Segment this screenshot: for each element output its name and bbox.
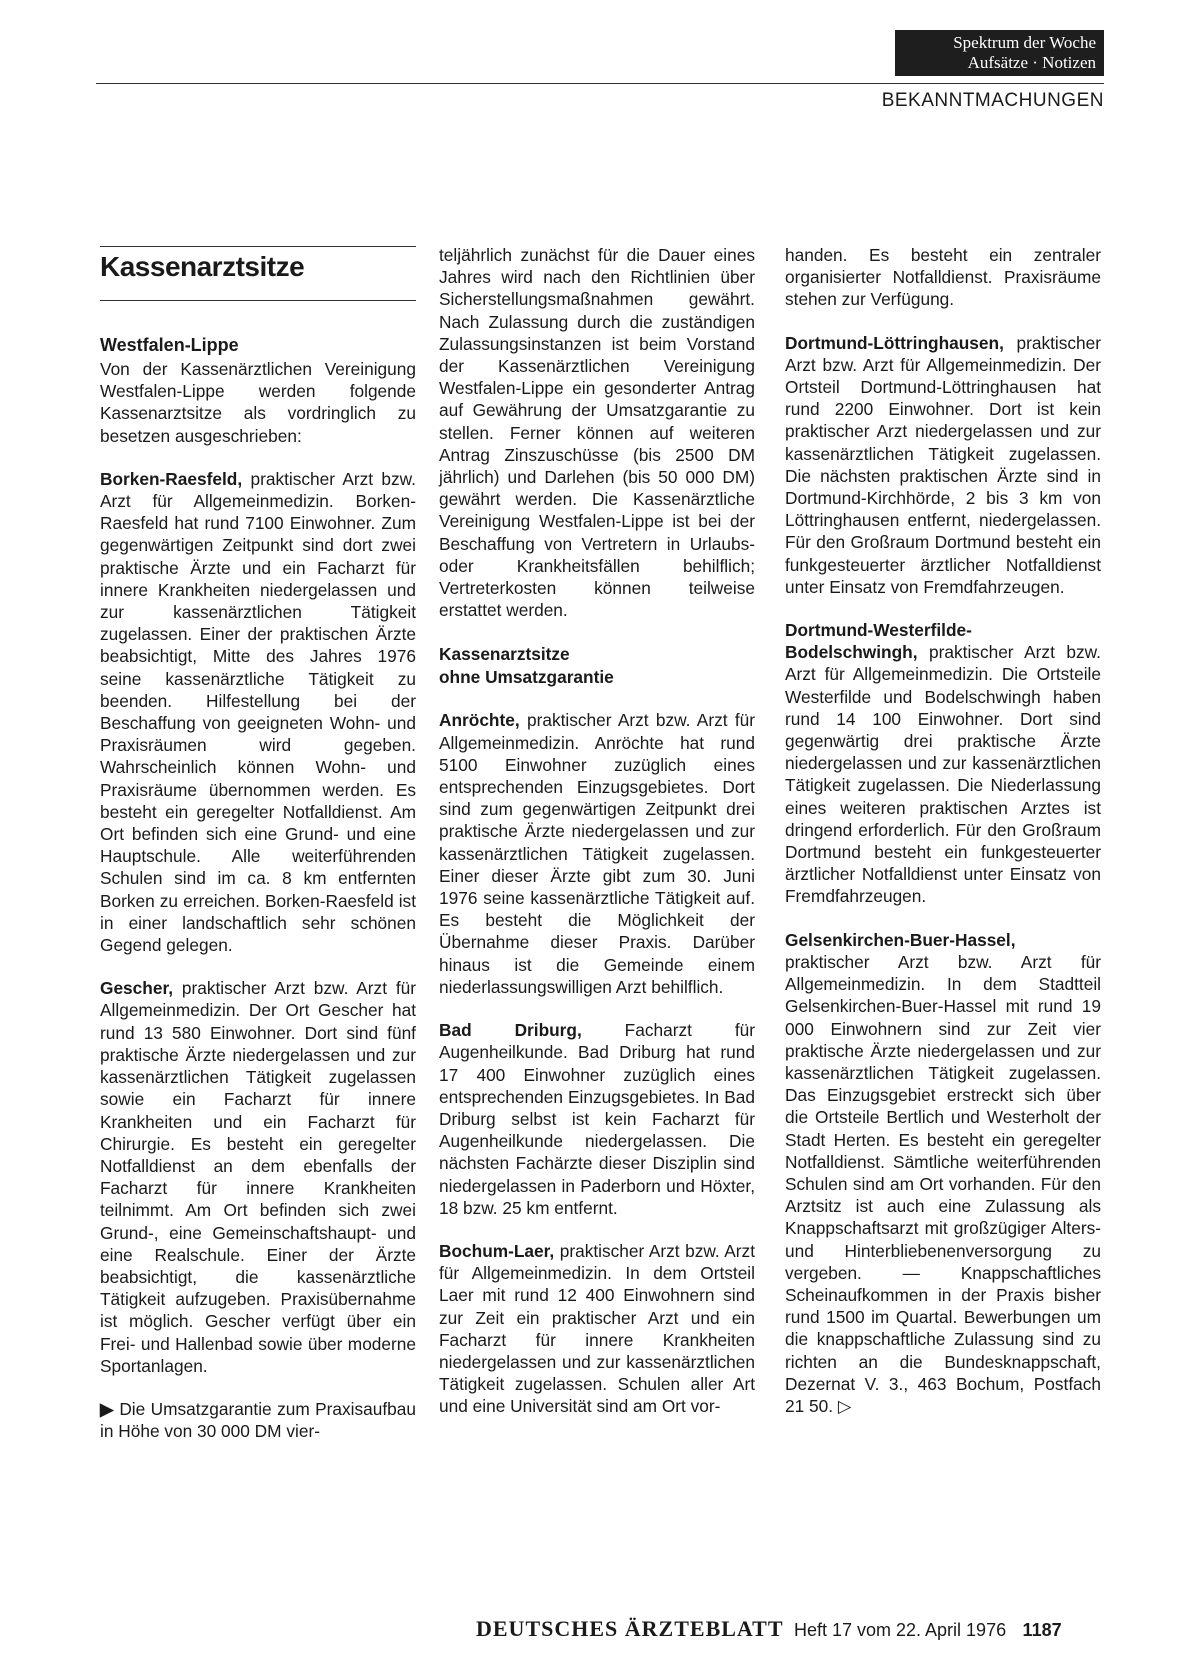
paragraph [100, 1398, 416, 1442]
subheading [439, 643, 755, 689]
column-3 [785, 244, 1101, 1438]
paragraph [439, 1240, 755, 1418]
entry-text: praktischer Arzt bzw. Arzt für Allgemeinmedizin. In dem Ortsteil Laer mit rund 12 400 Einwohnern sind zur Zeit ein praktischer Arzt und ein Facharzt für innere Krankheiten niedergelassen und zur kassenärztlichen Tätigkeit zugelassen. Schulen aller Art und eine Universität sind am Ort vor- [439, 1240, 755, 1417]
journal-name: DEUTSCHES ÄRZTEBLATT [476, 1616, 784, 1641]
entry-text: Facharzt für Augenheilkunde. Bad Driburg hat rund 17 400 Einwohner zuzüglich eines entsprechenden Einzugsgebietes. In Bad Driburg selbst ist kein Facharzt für Augenheilkunde niedergelassen. Die nächsten Fachärzte dieser Disziplin sind niedergelassen in Paderborn und Höxter, 18 bzw. 25 km entfernt. [439, 1020, 755, 1218]
arrow-icon: ▶ [100, 1398, 114, 1419]
issue-info: Heft 17 vom 22. April 1976 [793, 1620, 1007, 1640]
entry-text: Von der Kassenärztlichen Vereinigung Westfalen-Lippe werden folgende Kassenarztsitze als vordringlich zu besetzen ausgeschrieben: [100, 359, 416, 446]
entry-heading: Gelsenkirchen-Buer-Hassel, [785, 929, 1016, 950]
entry-heading: Borken-Raesfeld, [100, 468, 243, 489]
paragraph [785, 332, 1101, 598]
title-rule-top [100, 246, 416, 247]
entry-heading: Bad Driburg, [439, 1020, 582, 1041]
subheading-line-1: Kassenarztsitze [439, 644, 570, 665]
page-footer [476, 1616, 1062, 1642]
paragraph [785, 244, 1101, 311]
entry-text: praktischer Arzt bzw. Arzt für Allgemeinmedizin. Der Ortsteil Dortmund-Löttringhausen hat rund 2200 Einwohner. Dort ist kein praktischer Arzt niedergelassen und zur kassenärztlichen Tätigkeit zugelassen. Die nächsten praktischen Ärzte sind in Dortmund-Kirchhörde, 2 bis 3 km von Löttringhausen entfernt, niedergelassen. Für den Großraum Dortmund besteht ein funkgesteuerter ärztlicher Notfalldienst unter Einsatz von Fremdfahrzeugen. [785, 332, 1101, 597]
column-1 [100, 358, 416, 1463]
page-number: 1187 [1022, 1620, 1062, 1640]
entry-heading: Dortmund-Westerfilde-Bodelschwingh, [785, 620, 972, 663]
paragraph [439, 1019, 755, 1219]
paragraph [100, 977, 416, 1377]
article-title: Kassenarztsitze [100, 251, 305, 282]
entry-text: praktischer Arzt bzw. Arzt für Allgemeinmedizin. Die Ortsteile Westerfilde und Bodelschwingh haben rund 14 100 Einwohner. Dort sind gegenwärtig drei praktische Ärzte niedergelassen und zur kassenärztlichen Tätigkeit zugelassen. Die Niederlassung eines weiteren praktischen Arztes ist dringend erforderlich. Für den Großraum Dortmund besteht ein funkgesteuerter ärztlicher Notfalldienst unter Einsatz von Fremdfahrzeugen. [785, 642, 1101, 907]
entry-heading: Anröchte, [439, 710, 520, 731]
entry-heading: Dortmund-Löttringhausen, [785, 332, 1004, 353]
header-rule [96, 83, 1104, 84]
paragraph [785, 619, 1101, 908]
entry-text: praktischer Arzt bzw. Arzt für Allgemeinmedizin. Anröchte hat rund 5100 Einwohner zuzüglich eines entsprechenden Einzugsgebietes. Dort sind zum gegenwärtigen Zeitpunkt drei praktische Ärzte niedergelassen und zur kassenärztlichen Tätigkeit zugelassen. Einer dieser Ärzte gibt zum 30. Juni 1976 seine kassenärztliche Tätigkeit auf. Es besteht die Möglichkeit der Übernahme dieser Praxis. Darüber hinaus ist die Gemeinde einem niederlassungswilligen Arzt behilflich. [439, 710, 755, 997]
entry-text: praktischer Arzt bzw. Arzt für Allgemeinmedizin. Der Ort Gescher hat rund 13 580 Einwohner. Dort sind fünf praktische Ärzte niedergelassen und zur kassenärztlichen Tätigkeit zugelassen sowie ein Facharzt für innere Krankheiten und ein Facharzt für Chirurgie. Es besteht ein geregelter Notfalldienst an dem ebenfalls der Facharzt für innere Krankheiten teilnimmt. Am Ort befinden sich zwei Grund-, eine Gemeinschaftshaupt- und eine Realschule. Einer der Ärzte beabsichtigt, die kassenärztliche Tätigkeit aufzugeben. Praxisübernahme ist möglich. Gescher verfügt über ein Frei- und Hallenbad sowie über moderne Sportanlagen. [100, 978, 416, 1376]
paragraph [785, 929, 1101, 1417]
entry-text: praktischer Arzt bzw. Arzt für Allgemeinmedizin. In dem Stadtteil Gelsenkirchen-Buer-Hassel mit rund 19 000 Einwohnern sind zur Zeit vier praktische Ärzte niedergelassen und zur kassenärztlichen Tätigkeit zugelassen. Das Einzugsgebiet erstreckt sich über die Ortsteile Bertlich und Westerholt der Stadt Herten. Es besteht ein geregelter Notfalldienst. Sämtliche weiterführenden Schulen sind am Ort vorhanden. Für den Arztsitz ist auch eine Zulassung als Knappschaftsarzt mit großzügiger Alters- und Hinterbliebenenversorgung zu vergeben. — Knappschaftliches Scheinaufkommen in der Praxis bisher rund 1500 im Quartal. Bewerbungen um die knappschaftliche Zulassung sind zu richten an die Bundesknappschaft, Dezernat V. 3., 463 Bochum, Postfach 21 50. ▷ [785, 951, 1101, 1416]
section-badge [895, 30, 1104, 76]
section-label: BEKANNTMACHUNGEN [881, 90, 1104, 111]
entry-heading: Gescher, [100, 978, 174, 999]
badge-line-1: Spektrum der Woche [953, 33, 1096, 52]
badge-line-2: Aufsätze · Notizen [967, 53, 1096, 72]
paragraph [439, 709, 755, 998]
entry-text: handen. Es besteht ein zentraler organisierter Notfalldienst. Praxisräume stehen zur Verfügung. [785, 245, 1101, 310]
paragraph [100, 358, 416, 447]
entry-text: Die Umsatzgarantie zum Praxisaufbau in Höhe von 30 000 DM vier- [100, 1398, 417, 1442]
subheading-line-2: ohne Umsatzgarantie [439, 667, 614, 688]
entry-heading: Bochum-Laer, [439, 1240, 555, 1261]
entry-text: praktischer Arzt bzw. Arzt für Allgemeinmedizin. Borken-Raesfeld hat rund 7100 Einwohner. Zum gegenwärtigen Zeitpunkt sind dort zwei praktische Ärzte und ein Facharzt für innere Krankheiten niedergelassen und zur kassenärztlichen Tätigkeit zugelassen. Einer der praktischen Ärzte beabsichtigt, Mitte des Jahres 1976 seine kassenärztliche Tätigkeit zu beenden. Hilfestellung bei der Beschaffung von geeigneten Wohn- und Praxisräumen wird gegeben. Wahrscheinlich können Wohn- und Praxisräume übernommen werden. Es besteht ein geregelter Notfalldienst. Am Ort befinden sich eine Grund- und eine Hauptschule. Alle weiterführenden Schulen sind im ca. 8 km entfernten Borken zu erreichen. Borken-Raesfeld ist in einer landschaftlich sehr schönen Gegend gelegen. [100, 468, 416, 956]
paragraph: teljährlich zunächst für die Dauer eines Jahres wird nach den Richtlinien über Sicherstellungsmaßnahmen gewährt. Nach Zulassung durch die zuständigen Zulassungsinstanzen ist beim Vorstand der Kassenärztlichen Vereinigung Westfalen-Lippe ein gesonderter Antrag auf Gewährung der Umsatzgarantie zu stellen. Ferner können auf weiteren Antrag Zinszuschüsse (bis 2500 DM jährlich) und Darlehen (bis 50 000 DM) gewährt werden. Die Kassenärztliche Vereinigung Westfalen-Lippe ist bei der Beschaffung von Vertretern in Urlaubs- oder Krankheitsfällen behilflich; Vertreterkosten können teilweise erstattet werden. [439, 245, 755, 621]
paragraph [100, 468, 416, 956]
region-heading: Westfalen-Lippe [100, 335, 239, 355]
title-rule-bottom [100, 300, 416, 301]
column-2 [439, 244, 755, 1439]
